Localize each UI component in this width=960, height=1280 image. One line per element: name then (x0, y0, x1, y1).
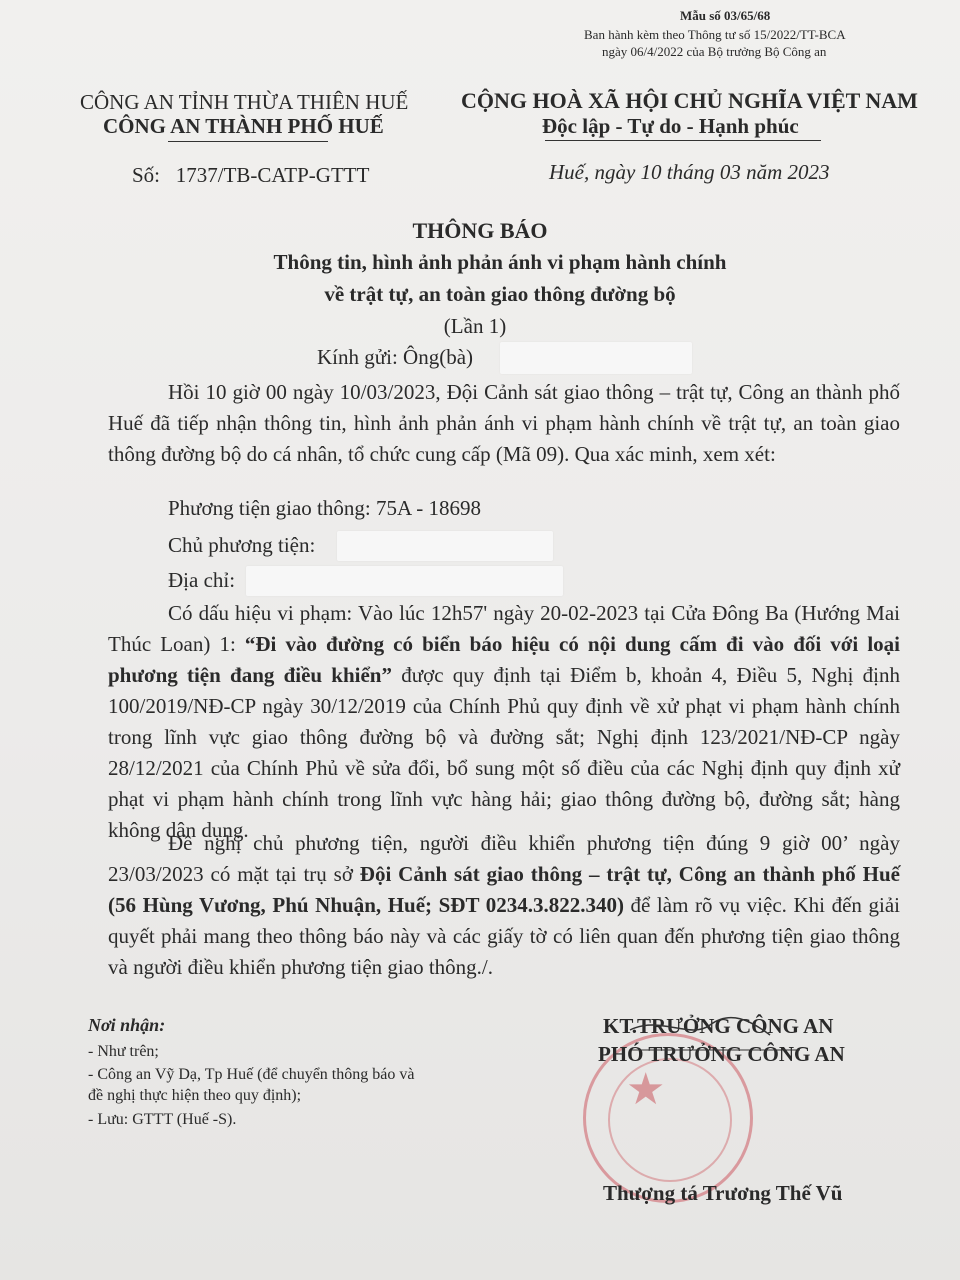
document-number-label: Số: (132, 163, 161, 187)
stamp-star-icon: ★ (626, 1064, 666, 1115)
address-field-label: Địa chỉ: (168, 568, 236, 592)
document-number-value: 1737/TB-CATP-GTTT (175, 163, 370, 187)
request-text-b: để làm rõ vụ việc. Khi đến giải quyết phải mang theo thông báo này và các giấy tờ có liên quan đến phương tiện giao thông và người điều khiển phương tiện giao thông./. (108, 893, 900, 979)
vehicle-field: Phương tiện giao thông: 75A - 18698 (168, 496, 481, 520)
recipient-item: - Như trên; (88, 1043, 159, 1060)
violation-text-a: Có dấu hiệu vi phạm: Vào lúc 12h57' ngày 20-02-2023 tại Cửa Đông Ba (Hướng Mai Thúc Loan) 1: (108, 601, 900, 656)
signer-name: Thượng tá Trương Thế Vũ (603, 1181, 843, 1205)
request-text-a: Đề nghị chủ phương tiện, người điều khiển phương tiện đúng 9 giờ 00’ ngày 23/03/2023 có mặt tại trụ sở (108, 831, 900, 886)
document-subtitle-1: Thông tin, hình ảnh phản ánh vi phạm hành chính (273, 250, 727, 274)
owner-field-label: Chủ phương tiện: (168, 533, 316, 557)
recipient-item-continued: đề nghị thực hiện theo quy định); (88, 1087, 302, 1104)
document-title: THÔNG BÁO (412, 218, 548, 243)
form-number: Mẫu số 03/65/68 (680, 8, 771, 23)
redacted-addressee (500, 342, 692, 374)
document-subtitle-2: về trật tự, an toàn giao thông đường bộ (324, 282, 676, 306)
request-text-bold: Đội Cảnh sát giao thông – trật tự, Công an thành phố Huế (56 Hùng Vương, Phú Nhuận, Huế; SĐT 0234.3.822.340) (108, 862, 900, 917)
issue-date: Huế, ngày 10 tháng 03 năm 2023 (549, 160, 830, 184)
org-name: CÔNG AN THÀNH PHỐ HUẾ (103, 114, 384, 138)
violation-text-bold: “Đi vào đường có biển báo hiệu có nội dung cấm đi vào đối với loại phương tiện đang điều khiển” (108, 632, 900, 687)
signature-title-1: KT.TRƯỞNG CÔNG AN (603, 1014, 834, 1038)
addressee-label: Kính gửi: Ông(bà) (317, 345, 474, 369)
document-number (132, 163, 369, 188)
paragraph-request (108, 828, 900, 983)
violation-text-b: được quy định tại Điểm b, khoản 4, Điều 5, Nghị định 100/2019/NĐ-CP ngày 30/12/2019 của Chính Phủ quy định về xử phạt vi phạm hành chính trong lĩnh vực giao thông đường bộ và đường sắt; Nghị định 123/2021/NĐ-CP ngày 28/12/2021 của Chính Phủ về sửa đổi, bổ sung một số điều của các Nghị định quy định xử phạt vi phạm hành chính trong lĩnh vực hàng hải; giao thông đường bộ, đường sắt; hàng không dân dụng. (108, 663, 900, 842)
signature-title-2: PHÓ TRƯỞNG CÔNG AN (598, 1042, 845, 1066)
redacted-owner (337, 531, 553, 561)
handwritten-signature (620, 1010, 820, 1100)
motto: Độc lập - Tự do - Hạnh phúc (542, 114, 799, 138)
form-issued-line1: Ban hành kèm theo Thông tư số 15/2022/TT-BCA (584, 27, 846, 42)
org-parent: CÔNG AN TỈNH THỪA THIÊN HUẾ (80, 90, 409, 114)
paragraph-violation (108, 598, 900, 846)
recipient-item: - Công an Vỹ Dạ, Tp Huế (để chuyển thông báo và (88, 1066, 415, 1083)
nation-title: CỘNG HOÀ XÃ HỘI CHỦ NGHĨA VIỆT NAM (461, 88, 918, 113)
form-issued-line2: ngày 06/4/2022 của Bộ trưởng Bộ Công an (602, 44, 827, 59)
notice-count: (Lần 1) (443, 314, 507, 338)
recipients-heading: Nơi nhận: (88, 1015, 166, 1035)
recipient-item: - Lưu: GTTT (Huế -S). (88, 1111, 237, 1128)
org-underline (168, 141, 328, 142)
motto-underline (545, 140, 821, 141)
redacted-address (246, 566, 563, 596)
paragraph-intro: Hồi 10 giờ 00 ngày 10/03/2023, Đội Cảnh sát giao thông – trật tự, Công an thành phố Huế đã tiếp nhận thông tin, hình ảnh phản ánh vi phạm hành chính về trật tự, an toàn giao thông đường bộ do cá nhân, tổ chức cung cấp (Mã 09). Qua xác minh, xem xét: (108, 380, 900, 466)
